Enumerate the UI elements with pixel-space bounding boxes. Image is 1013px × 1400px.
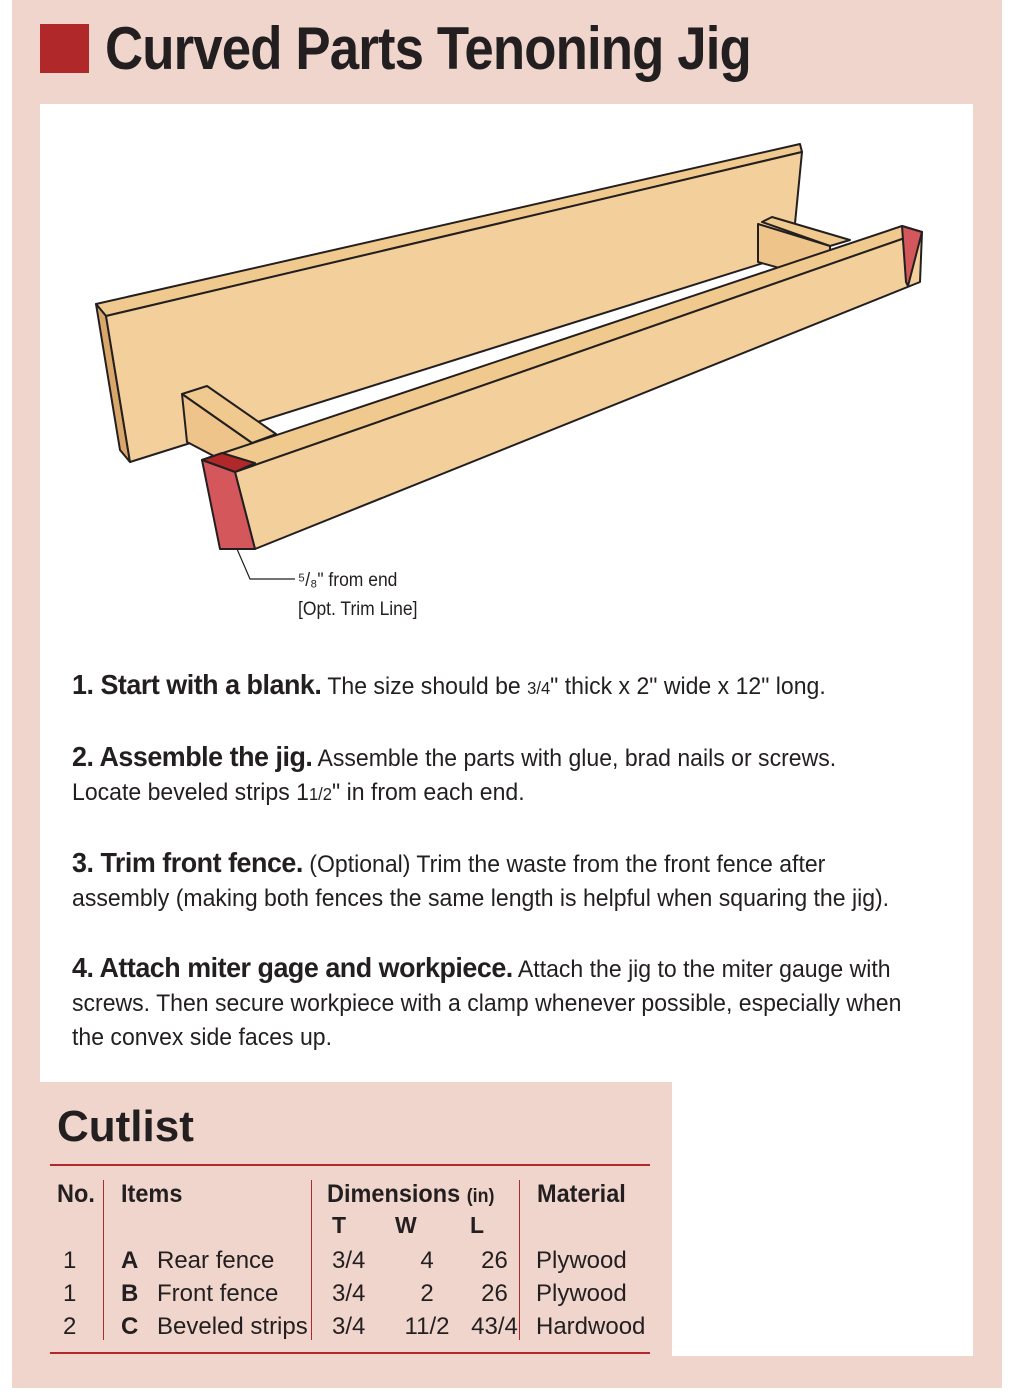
steps-list (72, 668, 942, 1090)
header-items: Items (121, 1180, 183, 1208)
step-4 (72, 951, 907, 1055)
table-row (50, 1310, 645, 1343)
cell-t: 3/4 (332, 1279, 366, 1307)
cell-no: 1 (63, 1246, 77, 1274)
step-heading: 1. Start with a blank. (72, 669, 322, 700)
cell-w: 11/2 (404, 1312, 450, 1340)
header-material: Material (537, 1180, 626, 1208)
content-panel-corner (672, 1082, 973, 1356)
cell-letter: C (121, 1312, 139, 1340)
header-w: W (395, 1212, 417, 1238)
step-text: Assemble the parts with glue, brad nails or screws. Locate beveled strips 1 (72, 745, 837, 806)
table-row (50, 1244, 645, 1277)
header-dimensions-label: Dimensions (327, 1180, 461, 1208)
cutlist-bottom-rule (50, 1352, 650, 1354)
cell-t: 3/4 (332, 1312, 366, 1340)
page-title: Curved Parts Tenoning Jig (105, 15, 751, 82)
cell-material: Plywood (536, 1246, 627, 1274)
cell-item: Front fence (157, 1279, 279, 1307)
trim-line-callout (298, 566, 417, 624)
step-heading: 3. Trim front fence. (72, 847, 303, 878)
cell-material: Hardwood (536, 1312, 646, 1340)
header-l: L (470, 1212, 485, 1238)
step-fraction: 1/2 (308, 784, 333, 804)
cell-w: 2 (420, 1279, 434, 1307)
callout-line-1: ⁵/₈" from end (298, 570, 398, 591)
cell-letter: B (121, 1279, 139, 1307)
cell-l: 26 (481, 1246, 508, 1274)
callout-leader-line (237, 549, 295, 579)
step-fraction: 3/4 (527, 678, 551, 698)
header-t: T (332, 1212, 347, 1238)
step-heading: 2. Assemble the jig. (72, 741, 313, 772)
step-heading: 4. Attach miter gage and workpiece. (72, 952, 513, 983)
cell-t: 3/4 (332, 1246, 366, 1274)
callout-line-2: [Opt. Trim Line] (298, 599, 418, 620)
step-text-end: " in from each end. (332, 779, 525, 806)
table-row (50, 1277, 645, 1310)
cell-l: 26 (481, 1279, 508, 1307)
step-text: (Optional) Trim the waste from the front fence after assembly (making both fences the same length is helpful when squaring the jig). (72, 851, 890, 912)
step-text-end: " thick x 2" wide x 12" long. (550, 673, 826, 700)
jig-illustration (40, 104, 973, 644)
step-1 (72, 668, 907, 705)
header-no: No. (57, 1180, 95, 1208)
step-text: Attach the jig to the miter gauge with screws. Then secure workpiece with a clamp whenever possible, especially when the convex side faces up. (72, 956, 902, 1051)
header-dimensions (327, 1180, 495, 1209)
cell-w: 4 (420, 1246, 434, 1274)
title-marker (40, 24, 89, 73)
cell-l: 43/4 (471, 1312, 518, 1340)
cutlist-top-rule (50, 1164, 650, 1166)
header-dimensions-unit: (in) (466, 1186, 495, 1207)
step-2 (72, 740, 907, 811)
cutlist-table (50, 1244, 645, 1343)
cell-material: Plywood (536, 1279, 627, 1307)
cell-no: 2 (63, 1312, 77, 1340)
cell-item: Rear fence (157, 1246, 275, 1274)
cell-letter: A (121, 1246, 139, 1274)
step-3 (72, 846, 907, 916)
step-text: The size should be (327, 673, 528, 700)
cell-no: 1 (63, 1279, 77, 1307)
cutlist-title: Cutlist (57, 1102, 194, 1151)
cell-item: Beveled strips (157, 1312, 308, 1340)
